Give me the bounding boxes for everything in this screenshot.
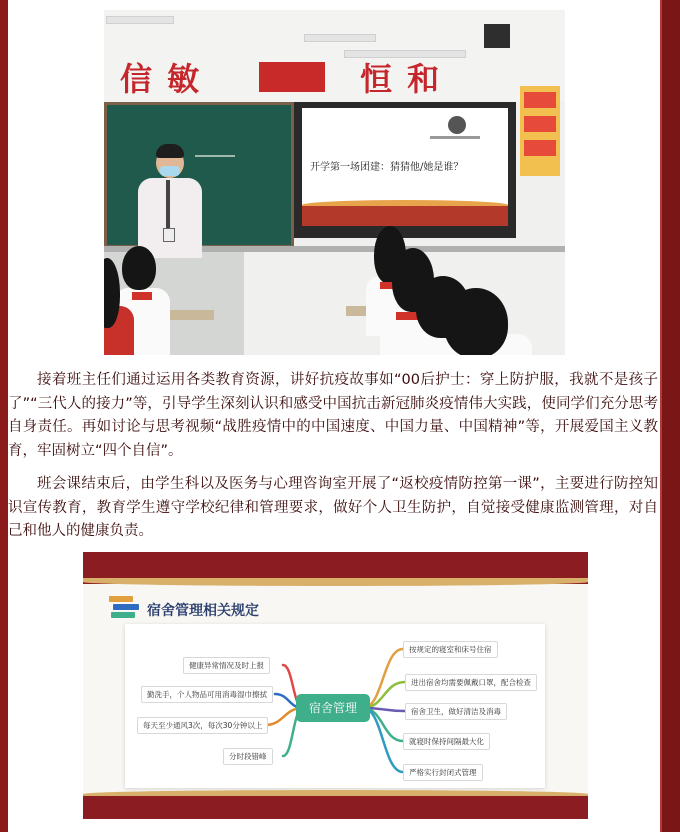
mind-map-node: 每天至少通风3次，每次30分钟以上 xyxy=(137,717,268,734)
classroom-photo xyxy=(104,10,565,355)
wall-posters xyxy=(520,86,560,176)
wall-red-banner xyxy=(259,62,325,92)
wall-slogan-left: 信 敏 xyxy=(120,60,202,98)
left-frame-border xyxy=(0,0,8,832)
mind-map-node: 分时段错峰 xyxy=(223,748,273,765)
ceiling-light xyxy=(106,16,174,24)
wall-slogan-right: 恒 和 xyxy=(360,60,442,98)
mind-map-node: 按规定的寝室和床号住宿 xyxy=(403,641,498,658)
paragraph-class-activities: 接着班主任们通过运用各类教育资源，讲好抗疫故事如“00后护士：穿上防护服，我就不是孩子了”“三代人的接力”等，引导学生深刻认识和感受中国抗击新冠肺炎疫情伟大实践，使同学们充分思考自身责任。再如讨论与思考视频“战胜疫情中的中国速度、中国力量、中国精神”等，开展爱国主义教育，牢固树立“四个自信”。 xyxy=(8,372,658,459)
right-frame-border xyxy=(662,0,680,832)
slide-title: 宿舍管理相关规定 xyxy=(147,603,259,619)
mind-map-node: 勤洗手，个人物品可用消毒湿巾擦拭 xyxy=(141,686,273,703)
screen-slide-text: 开学第一场团建：猜猜他/她是谁？ xyxy=(310,162,464,173)
mind-map-node: 宿舍卫生，做好清洁及消毒 xyxy=(405,703,507,720)
ceiling-light xyxy=(304,34,376,42)
dormitory-rules-slide xyxy=(83,552,588,819)
speaker-icon xyxy=(484,24,510,48)
paragraph-epidemic-lesson: 班会课结束后，由学生科以及医务与心理咨询室开展了“返校疫情防控第一课”，主要进行防控知识宣传教育，教育学生遵守学校纪律和管理要求，做好个人卫生防护，自觉接受健康监测管理，对自己和他人的健康负责。 xyxy=(8,476,658,539)
mind-map-node: 进出宿舍均需要佩戴口罩，配合检查 xyxy=(405,674,537,691)
school-logo-icon xyxy=(448,116,466,134)
mind-map-node: 严格实行封闭式管理 xyxy=(403,764,483,781)
mind-map-center-node: 宿舍管理 xyxy=(296,694,370,722)
mind-map-node: 就寝时保持间隔最大化 xyxy=(403,733,490,750)
face-mask-icon xyxy=(160,166,180,176)
display-screen xyxy=(302,108,508,226)
mind-map-node: 健康异常情况及时上报 xyxy=(183,657,270,674)
